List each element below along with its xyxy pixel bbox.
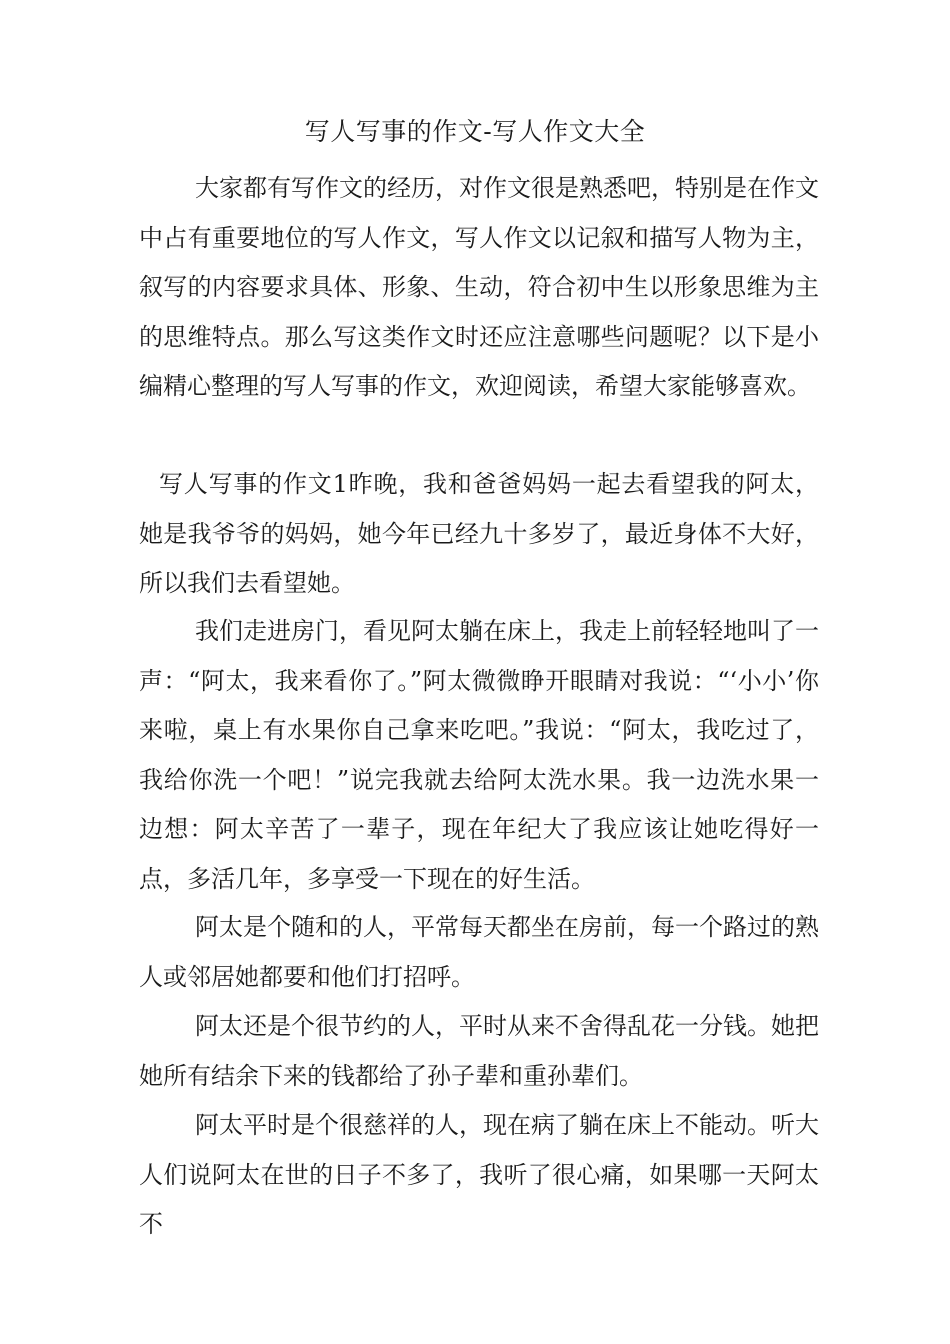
paragraph-easygoing: 阿太是个随和的人，平常每天都坐在房前，每一个路过的熟人或邻居她都要和他们打招呼。 — [139, 913, 819, 991]
paragraph-intro: 大家都有写作文的经历，对作文很是熟悉吧，特别是在作文中占有重要地位的写人作文，写人作文以记叙和描写人物为主，叙写的内容要求具体、形象、生动，符合初中生以形象思维为主的思维特点。那么写这类作文时还应注意哪些问题呢？以下是小编精心整理的写人写事的作文，欢迎阅读，希望大家能够喜欢。 — [139, 174, 819, 401]
paragraph-kind: 阿太平时是个很慈祥的人，现在病了躺在床上不能动。听大人们说阿太在世的日子不多了，我听了很心痛，如果哪一天阿太不 — [139, 1111, 819, 1239]
paragraph-essay-1-opening: 写人写事的作文1昨晚，我和爸爸妈妈一起去看望我的阿太，她是我爷爷的妈妈，她今年已经九十多岁了，最近身体不大好，所以我们去看望她。 — [139, 470, 819, 598]
paragraph-frugal: 阿太还是个很节约的人，平时从来不舍得乱花一分钱。她把她所有结余下来的钱都给了孙子辈和重孙辈们。 — [139, 1012, 819, 1090]
document-title: 写人写事的作文-写人作文大全 — [304, 117, 646, 146]
paragraph-visit-room: 我们走进房门，看见阿太躺在床上，我走上前轻轻地叫了一声：“阿太，我来看你了。”阿太微微睁开眼睛对我说：“‘小小’你来啦，桌上有水果你自己拿来吃吧。”我说：“阿太，我吃过了，我给你洗一个吧！”说完我就去给阿太洗水果。我一边洗水果一边想：阿太辛苦了一辈子，现在年纪大了我应该让她吃得好一点，多活几年，多享受一下现在的好生活。 — [139, 617, 819, 893]
